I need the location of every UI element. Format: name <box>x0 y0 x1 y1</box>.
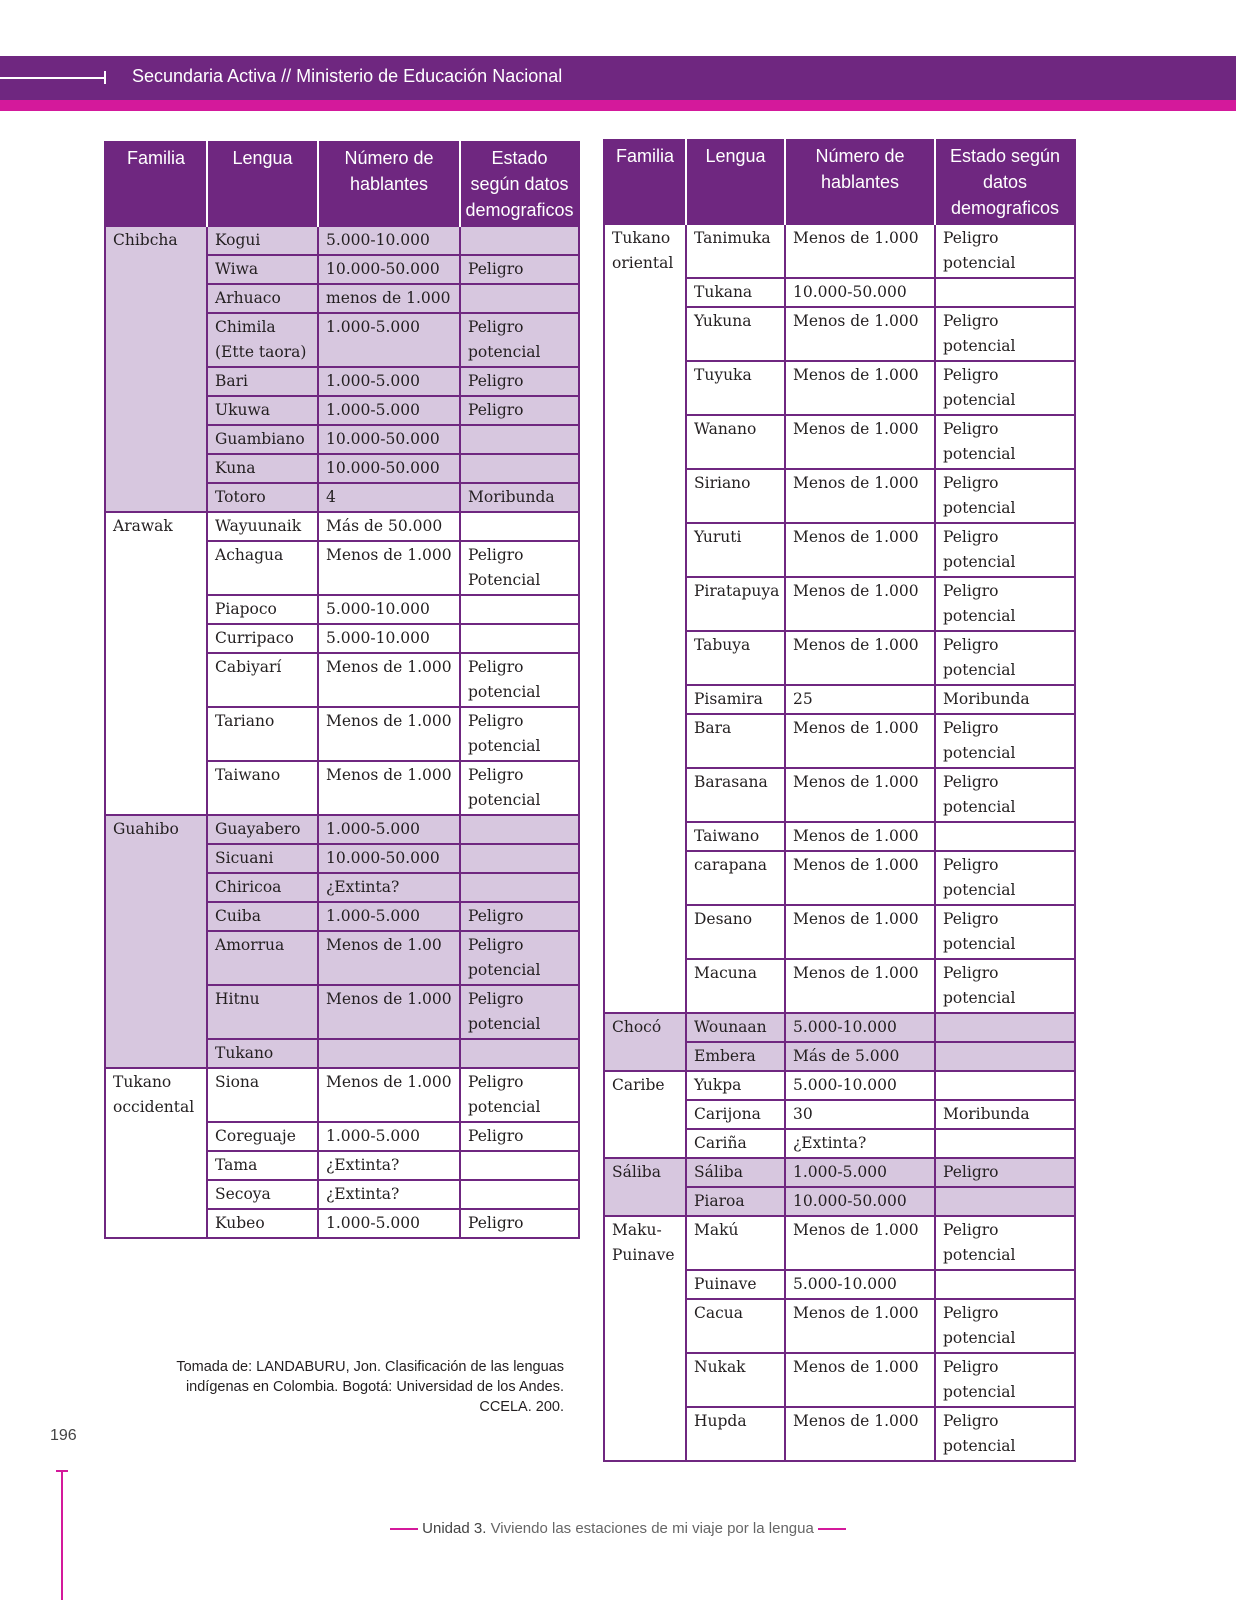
cell-estado: Peligro potencial <box>935 415 1075 469</box>
table-row <box>604 224 1075 278</box>
table-row <box>604 1013 1075 1042</box>
cell-familia: Chocó <box>604 1013 686 1071</box>
cell-estado: Peligro potencial <box>935 1353 1075 1407</box>
cell-estado: Peligro potencial <box>935 905 1075 959</box>
header-hablantes: Número de hablantes <box>785 139 935 224</box>
cell-hablantes: Menos de 1.000 <box>785 415 935 469</box>
cell-hablantes: Menos de 1.000 <box>785 1216 935 1270</box>
cell-lengua: Wanano <box>686 415 785 469</box>
cell-hablantes: 25 <box>785 685 935 714</box>
cell-lengua: Desano <box>686 905 785 959</box>
cell-estado: Peligro potencial <box>935 1407 1075 1461</box>
cell-lengua: Kogui <box>207 226 318 255</box>
cell-estado: Peligro potencial <box>935 1299 1075 1353</box>
cell-lengua: Siona <box>207 1068 318 1122</box>
languages-table-right <box>603 139 1076 1462</box>
cell-hablantes: Más de 50.000 <box>318 512 460 541</box>
cell-lengua: Puinave <box>686 1270 785 1299</box>
footer-decoration-left <box>390 1528 418 1530</box>
cell-lengua: Carijona <box>686 1100 785 1129</box>
cell-estado <box>460 815 579 844</box>
cell-hablantes: 10.000-50.000 <box>318 425 460 454</box>
cell-estado: Peligro <box>460 396 579 425</box>
cell-familia: Sáliba <box>604 1158 686 1216</box>
cell-hablantes: Menos de 1.000 <box>785 714 935 768</box>
cell-lengua: Yukuna <box>686 307 785 361</box>
cell-estado <box>935 1042 1075 1071</box>
cell-estado <box>935 1129 1075 1158</box>
cell-hablantes: 10.000-50.000 <box>785 278 935 307</box>
cell-estado: Peligro potencial <box>935 959 1075 1013</box>
cell-lengua: Curripaco <box>207 624 318 653</box>
cell-estado: Peligro potencial <box>460 985 579 1039</box>
cell-hablantes: 1.000-5.000 <box>318 902 460 931</box>
cell-hablantes: 10.000-50.000 <box>785 1187 935 1216</box>
cell-estado: Peligro potencial <box>935 469 1075 523</box>
cell-hablantes: Menos de 1.000 <box>785 307 935 361</box>
cell-hablantes: 5.000-10.000 <box>318 595 460 624</box>
cell-lengua: Embera <box>686 1042 785 1071</box>
cell-lengua: Cacua <box>686 1299 785 1353</box>
cell-hablantes: Más de 5.000 <box>785 1042 935 1071</box>
cell-lengua: Hupda <box>686 1407 785 1461</box>
cell-hablantes: 5.000-10.000 <box>785 1013 935 1042</box>
cell-familia: Tukano oriental <box>604 224 686 1013</box>
cell-hablantes: Menos de 1.000 <box>785 523 935 577</box>
cell-familia: Tukano occidental <box>105 1068 207 1238</box>
cell-lengua: Sicuani <box>207 844 318 873</box>
cell-hablantes: 1.000-5.000 <box>318 313 460 367</box>
cell-lengua: Bari <box>207 367 318 396</box>
cell-hablantes: 5.000-10.000 <box>785 1270 935 1299</box>
cell-estado: Peligro <box>460 367 579 396</box>
cell-lengua: Amorrua <box>207 931 318 985</box>
cell-lengua: Macuna <box>686 959 785 1013</box>
cell-lengua: Yuruti <box>686 523 785 577</box>
cell-hablantes <box>318 1039 460 1068</box>
header-familia: Familia <box>604 139 686 224</box>
cell-lengua: Chimila (Ette taora) <box>207 313 318 367</box>
cell-lengua: Bara <box>686 714 785 768</box>
cell-estado: Peligro <box>460 1122 579 1151</box>
header-rule <box>0 77 106 79</box>
cell-estado <box>460 1180 579 1209</box>
cell-familia: Arawak <box>105 512 207 815</box>
cell-hablantes: Menos de 1.000 <box>785 469 935 523</box>
footer <box>0 1520 1236 1537</box>
cell-hablantes: ¿Extinta? <box>318 873 460 902</box>
cell-lengua: Tariano <box>207 707 318 761</box>
cell-estado <box>935 1270 1075 1299</box>
table-row <box>604 1158 1075 1187</box>
cell-hablantes: Menos de 1.000 <box>785 851 935 905</box>
header-rule-tick <box>104 71 106 84</box>
cell-estado: Peligro <box>460 902 579 931</box>
header-accent-stripe <box>0 100 1236 111</box>
table-row <box>105 512 579 541</box>
cell-estado: Peligro potencial <box>935 714 1075 768</box>
table-row <box>105 226 579 255</box>
cell-hablantes: 10.000-50.000 <box>318 844 460 873</box>
header-lengua: Lengua <box>207 141 318 226</box>
cell-lengua: Wiwa <box>207 255 318 284</box>
cell-lengua: Arhuaco <box>207 284 318 313</box>
cell-estado <box>935 1071 1075 1100</box>
cell-lengua: Cabiyarí <box>207 653 318 707</box>
cell-estado <box>935 1187 1075 1216</box>
cell-estado <box>460 1151 579 1180</box>
cell-estado: Peligro potencial <box>935 307 1075 361</box>
cell-estado: Moribunda <box>935 1100 1075 1129</box>
cell-hablantes: Menos de 1.000 <box>318 1068 460 1122</box>
cell-lengua: Ukuwa <box>207 396 318 425</box>
cell-hablantes: Menos de 1.000 <box>785 768 935 822</box>
cell-lengua: Taiwano <box>686 822 785 851</box>
cell-hablantes: 1.000-5.000 <box>318 1209 460 1238</box>
cell-hablantes: Menos de 1.000 <box>318 985 460 1039</box>
cell-lengua: Tukano <box>207 1039 318 1068</box>
cell-hablantes: Menos de 1.000 <box>318 761 460 815</box>
cell-estado <box>935 1013 1075 1042</box>
cell-lengua: Secoya <box>207 1180 318 1209</box>
footer-unit: Unidad 3. <box>422 1520 487 1537</box>
cell-lengua: Kuna <box>207 454 318 483</box>
cell-estado: Peligro potencial <box>460 761 579 815</box>
cell-estado: Peligro potencial <box>935 523 1075 577</box>
cell-familia: Guahibo <box>105 815 207 1068</box>
header-familia: Familia <box>105 141 207 226</box>
cell-lengua: Kubeo <box>207 1209 318 1238</box>
header-estado: Estado según datos demograficos <box>460 141 579 226</box>
table-row <box>604 1216 1075 1270</box>
cell-hablantes: 5.000-10.000 <box>785 1071 935 1100</box>
cell-estado: Peligro potencial <box>935 1216 1075 1270</box>
cell-hablantes: Menos de 1.000 <box>318 541 460 595</box>
cell-estado <box>460 873 579 902</box>
cell-estado: Moribunda <box>935 685 1075 714</box>
cell-lengua: Chiricoa <box>207 873 318 902</box>
cell-estado: Peligro Potencial <box>460 541 579 595</box>
cell-estado <box>935 822 1075 851</box>
cell-hablantes: Menos de 1.000 <box>785 1407 935 1461</box>
cell-lengua: Tukana <box>686 278 785 307</box>
cell-estado <box>460 512 579 541</box>
cell-estado: Peligro potencial <box>935 631 1075 685</box>
cell-hablantes: ¿Extinta? <box>785 1129 935 1158</box>
cell-hablantes: Menos de 1.000 <box>785 361 935 415</box>
cell-estado: Peligro potencial <box>935 768 1075 822</box>
cell-lengua: Piaroa <box>686 1187 785 1216</box>
cell-hablantes: 30 <box>785 1100 935 1129</box>
cell-estado: Peligro <box>460 1209 579 1238</box>
cell-estado: Peligro <box>460 255 579 284</box>
cell-familia: Chibcha <box>105 226 207 512</box>
cell-lengua: Piratapuya <box>686 577 785 631</box>
cell-hablantes: 10.000-50.000 <box>318 454 460 483</box>
cell-hablantes: 5.000-10.000 <box>318 624 460 653</box>
cell-hablantes: 1.000-5.000 <box>318 815 460 844</box>
cell-lengua: Hitnu <box>207 985 318 1039</box>
cell-lengua: Cariña <box>686 1129 785 1158</box>
table-body <box>604 224 1075 1461</box>
cell-familia: Maku-Puinave <box>604 1216 686 1461</box>
cell-hablantes: 4 <box>318 483 460 512</box>
cell-estado: Moribunda <box>460 483 579 512</box>
cell-estado: Peligro potencial <box>935 851 1075 905</box>
cell-hablantes: Menos de 1.000 <box>785 631 935 685</box>
cell-hablantes: Menos de 1.000 <box>785 224 935 278</box>
cell-hablantes: Menos de 1.000 <box>785 1353 935 1407</box>
cell-familia: Caribe <box>604 1071 686 1158</box>
cell-hablantes: Menos de 1.000 <box>785 1299 935 1353</box>
header-estado: Estado según datos demograficos <box>935 139 1075 224</box>
cell-hablantes: 1.000-5.000 <box>318 1122 460 1151</box>
cell-estado <box>460 1039 579 1068</box>
cell-lengua: Piapoco <box>207 595 318 624</box>
header-lengua: Lengua <box>686 139 785 224</box>
cell-hablantes: ¿Extinta? <box>318 1151 460 1180</box>
cell-lengua: Guambiano <box>207 425 318 454</box>
cell-lengua: Sáliba <box>686 1158 785 1187</box>
cell-hablantes: 1.000-5.000 <box>318 367 460 396</box>
table-row <box>105 815 579 844</box>
cell-lengua: Siriano <box>686 469 785 523</box>
cell-hablantes: 5.000-10.000 <box>318 226 460 255</box>
header-hablantes: Número de hablantes <box>318 141 460 226</box>
cell-lengua: Tuyuka <box>686 361 785 415</box>
table-header-row <box>105 141 579 226</box>
cell-lengua: carapana <box>686 851 785 905</box>
cell-lengua: Tabuya <box>686 631 785 685</box>
cell-lengua: Taiwano <box>207 761 318 815</box>
cell-estado: Peligro potencial <box>460 1068 579 1122</box>
cell-lengua: Totoro <box>207 483 318 512</box>
cell-estado: Peligro potencial <box>460 313 579 367</box>
cell-lengua: Coreguaje <box>207 1122 318 1151</box>
cell-hablantes: 1.000-5.000 <box>785 1158 935 1187</box>
cell-hablantes: Menos de 1.000 <box>785 822 935 851</box>
table-row <box>604 1071 1075 1100</box>
cell-estado <box>460 226 579 255</box>
cell-lengua: Makú <box>686 1216 785 1270</box>
cell-lengua: Achagua <box>207 541 318 595</box>
cell-estado <box>460 284 579 313</box>
table-body <box>105 226 579 1238</box>
cell-lengua: Tanimuka <box>686 224 785 278</box>
cell-lengua: Pisamira <box>686 685 785 714</box>
cell-lengua: Wounaan <box>686 1013 785 1042</box>
cell-lengua: Guayabero <box>207 815 318 844</box>
cell-lengua: Nukak <box>686 1353 785 1407</box>
cell-hablantes: Menos de 1.00 <box>318 931 460 985</box>
cell-estado: Peligro potencial <box>460 707 579 761</box>
table-row <box>105 1068 579 1122</box>
cell-estado: Peligro <box>935 1158 1075 1187</box>
cell-hablantes: Menos de 1.000 <box>318 707 460 761</box>
cell-estado: Peligro potencial <box>460 653 579 707</box>
cell-estado: Peligro potencial <box>935 361 1075 415</box>
cell-lengua: Wayuunaik <box>207 512 318 541</box>
cell-hablantes: 1.000-5.000 <box>318 396 460 425</box>
cell-hablantes: 10.000-50.000 <box>318 255 460 284</box>
cell-lengua: Tama <box>207 1151 318 1180</box>
cell-estado <box>460 595 579 624</box>
cell-estado <box>460 425 579 454</box>
table-header-row <box>604 139 1075 224</box>
cell-estado: Peligro potencial <box>460 931 579 985</box>
cell-estado: Peligro potencial <box>935 577 1075 631</box>
cell-lengua: Yukpa <box>686 1071 785 1100</box>
footer-title: Viviendo las estaciones de mi viaje por la lengua <box>490 1520 814 1537</box>
cell-estado <box>935 278 1075 307</box>
cell-hablantes: Menos de 1.000 <box>785 905 935 959</box>
header-title: Secundaria Activa // Ministerio de Educación Nacional <box>132 66 563 86</box>
cell-lengua: Cuiba <box>207 902 318 931</box>
cell-lengua: Barasana <box>686 768 785 822</box>
source-citation: Tomada de: LANDABURU, Jon. Clasificación de las lenguas indígenas en Colombia. Bogotá: Universidad de los Andes. CCELA. 200. <box>176 1359 564 1415</box>
cell-estado <box>460 624 579 653</box>
cell-hablantes: Menos de 1.000 <box>785 959 935 1013</box>
footer-decoration-right <box>818 1528 846 1530</box>
cell-hablantes: Menos de 1.000 <box>785 577 935 631</box>
cell-estado: Peligro potencial <box>935 224 1075 278</box>
cell-hablantes: ¿Extinta? <box>318 1180 460 1209</box>
cell-estado <box>460 844 579 873</box>
page-number: 196 <box>50 1427 77 1444</box>
cell-hablantes: menos de 1.000 <box>318 284 460 313</box>
cell-hablantes: Menos de 1.000 <box>318 653 460 707</box>
languages-table-left <box>104 141 580 1239</box>
cell-estado <box>460 454 579 483</box>
